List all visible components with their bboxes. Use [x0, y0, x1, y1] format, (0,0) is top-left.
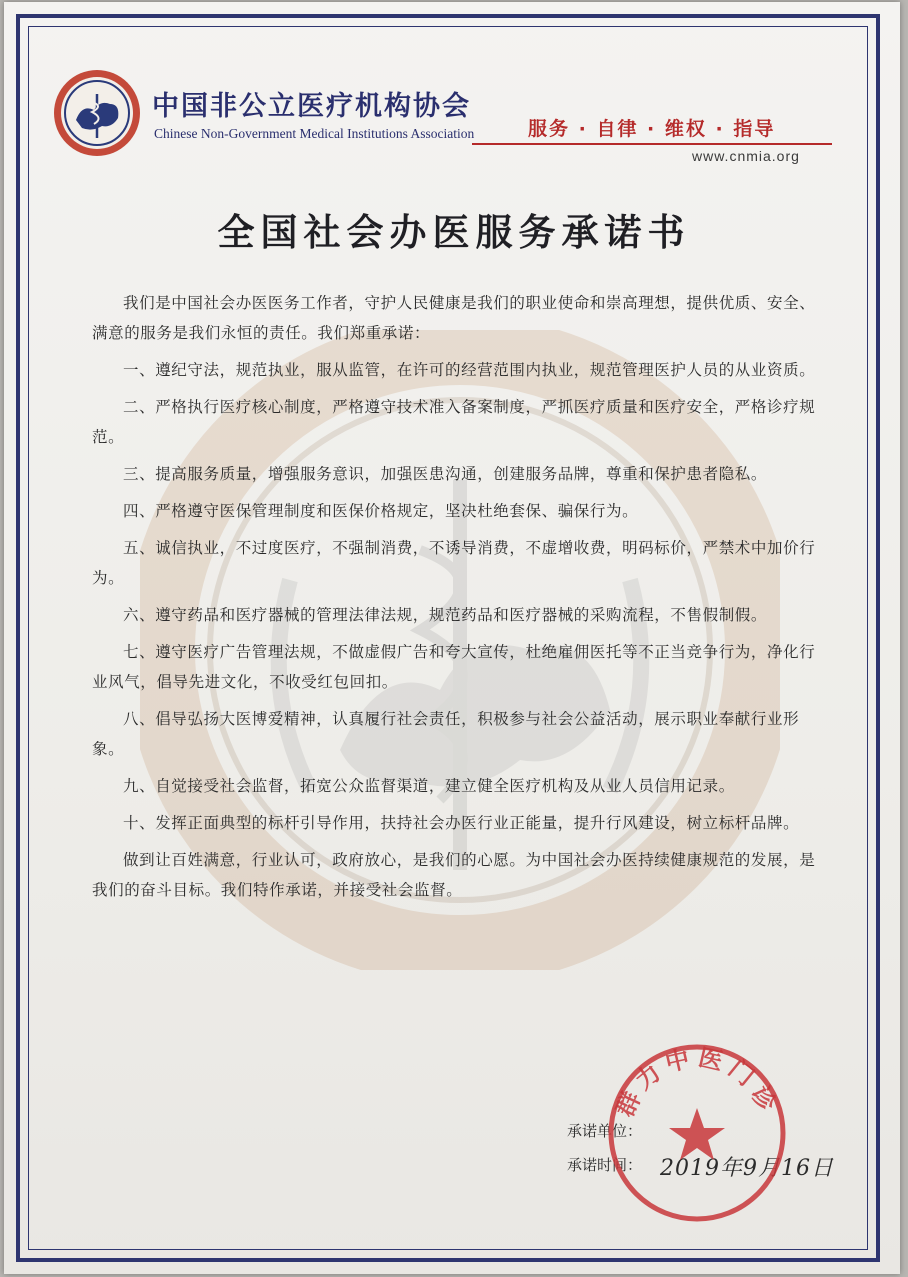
association-website: www.cnmia.org: [692, 148, 800, 164]
document-title: 全国社会办医服务承诺书: [217, 210, 691, 254]
signing-unit-label: 承诺单位：: [567, 1122, 643, 1140]
pledge-item: 七、遵守医疗广告管理法规，不做虚假广告和夸大宣传，杜绝雇佣医托等不正当竞争行为，净化行业风气，倡导先进文化，不收受红包回扣。: [92, 643, 816, 691]
pledge-item: 二、严格执行医疗核心制度，严格遵守技术准入备案制度，严抓医疗质量和医疗安全，严格诊疗规范。: [92, 398, 816, 446]
pledge-intro: 我们是中国社会办医医务工作者，守护人民健康是我们的职业使命和崇高理想，提供优质、安全、满意的服务是我们永恒的责任。我们郑重承诺：: [92, 294, 816, 342]
pledge-item: 一、遵纪守法，规范执业，服从监管，在许可的经营范围内执业，规范管理医护人员的从业资质。: [123, 361, 816, 379]
org-name-chinese: 中国非公立医疗机构协会: [152, 91, 471, 122]
pledge-closing: 做到让百姓满意，行业认可，政府放心，是我们的心愿。为中国社会办医持续健康规范的发展，是我们的奋斗目标。我们特作承诺，并接受社会监督。: [92, 851, 816, 899]
association-logo: [52, 68, 142, 158]
pledge-body: [92, 288, 822, 912]
pledge-item: 八、倡导弘扬大医博爱精神，认真履行社会责任，积极参与社会公益活动，展示职业奉献行业形象。: [92, 710, 800, 758]
pledge-item: 四、严格遵守医保管理制度和医保价格规定，坚决杜绝套保、骗保行为。: [123, 502, 639, 520]
handwritten-date: 2019年9月16日: [660, 1156, 834, 1181]
association-slogan: 服务 · 自律 · 维权 · 指导: [528, 118, 776, 140]
pledge-item: 十、发挥正面典型的标杆引导作用，扶持社会办医行业正能量，提升行风建设，树立标杆品牌。: [123, 814, 800, 832]
org-name-english: Chinese Non-Government Medical Institutions Association: [154, 126, 475, 141]
header-divider: [472, 143, 832, 145]
seal-text: 群力中医门诊: [609, 1042, 785, 1121]
signing-time-label: 承诺时间：: [567, 1156, 643, 1174]
official-seal: [604, 1040, 790, 1226]
pledge-item: 三、提高服务质量，增强服务意识，加强医患沟通，创建服务品牌，尊重和保护患者隐私。: [123, 465, 768, 483]
pledge-item: 五、诚信执业，不过度医疗，不强制消费，不诱导消费，不虚增收费，明码标价，严禁术中加价行为。: [92, 539, 816, 587]
pledge-item: 六、遵守药品和医疗器械的管理法律法规，规范药品和医疗器械的采购流程，不售假制假。: [123, 606, 768, 624]
pledge-item: 九、自觉接受社会监督，拓宽公众监督渠道，建立健全医疗机构及从业人员信用记录。: [123, 777, 735, 795]
letterhead: [52, 64, 852, 174]
